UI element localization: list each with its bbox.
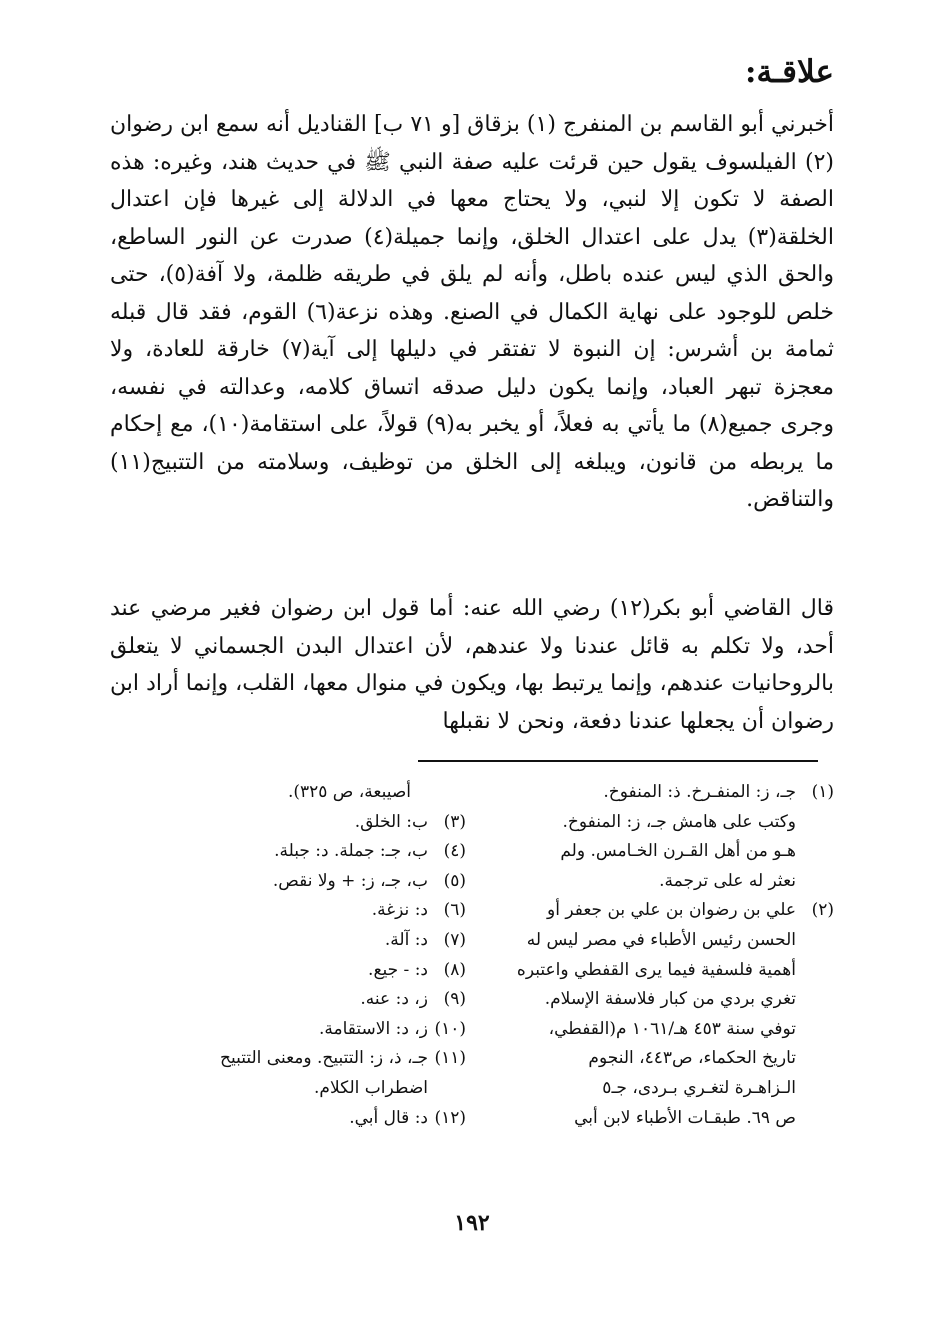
footnote-number: (٨): [443, 959, 466, 980]
footnote-text: د: آلة.: [384, 929, 428, 950]
footnote-text: د: - جيع.: [368, 959, 428, 980]
footnote-text: أهمية فلسفية فيما يرى القفطي واعتبره: [516, 959, 796, 980]
footnote-number: (١٢): [434, 1107, 466, 1128]
footnote-item: [121, 837, 466, 867]
page-number: ١٩٢: [454, 1210, 490, 1236]
footnote-text: د: قال أبي.: [349, 1107, 428, 1128]
footnote-number: (٦): [443, 900, 466, 921]
footnote-text: اضطراب الكلام.: [314, 1077, 428, 1098]
footnote-item: [121, 896, 466, 926]
footnote-item: [121, 1104, 466, 1134]
footnote-text: الحسن رئيس الأطباء في مصر ليس له: [526, 929, 796, 950]
footnote-text: جـ، ذ، ز: التتبيح. ومعنى التتبيح: [219, 1048, 428, 1069]
footnote-text: ص ٦٩. طبقـات الأطباء لابن أبي: [574, 1107, 796, 1128]
footnote-text: هـو من أهل القـرن الخـامس. ولم: [560, 841, 796, 862]
paragraph-text: أخبرني أبو القاسم بن المنفرج (١) بزقاق [و ٧١ ب] القناديل أنه سمع ابن رضوان (٢) الفيلسوف يقول حين قرئت عليه صفة النبي ﷺ في حديث هند، وغيره: هذه الصفة لا تكون إلا لنبي، ولا يحتاج معها في الدلالة إلى غيرها فإن اعتدال الخلقة(٣) يدل على اعتدال الخلق، وإنما جميلة(٤) صدرت عن النور الساطع، والحق الذي ليس عنده باطل، وأنه لم يلق في طريقه ظلمة، ولا آفة(٥)، حتى خلص للوجود على نهاية الكمال في الصنع. وهذه نزعة(٦) القوم، فقد قال قبله ثمامة بن أشرس: إن النبوة لا تفتقر في دليلها إلى آية(٧) خارقة للعادة، ولا معجزة تبهر العباد، وإنما يكون دليل صدقه اتساق كلامه، وعدالته في نفسه، وجرى جميع(٨) ما يأتي به فعلاً، أو يخبر به(٩) قولاً، على استقامة(١٠)، مع إحكام ما يربطه من قانون، ويبلغه إلى الخلق من توظيف، وسلامته من التتبيج(١١) والتناقض.: [110, 112, 834, 512]
footnote-text: د: نزغة.: [371, 900, 428, 921]
footnote-text: وكتب على هامش جـ، ز: المنفوخ.: [562, 811, 796, 832]
footnote-item: [121, 926, 466, 956]
footnote-number: (١٠): [434, 1018, 466, 1039]
footnote-item: [489, 778, 834, 896]
footnote-text: الـزاهـرة لتغـري بـردى، جـ٥: [602, 1077, 796, 1098]
footnote-item: [489, 896, 834, 1133]
footnote-text: ز، د: عنه.: [360, 989, 428, 1010]
footnote-number: (٩): [443, 989, 466, 1010]
footnote-text: ب: الخلق.: [354, 811, 428, 832]
footnote-item: [121, 867, 466, 897]
footnote-text: ب، جـ: جملة. د: جبلة.: [274, 841, 428, 862]
footnote-text: ز، د: الاستقامة.: [319, 1018, 428, 1039]
footnote-text: توفي سنة ٤٥٣ هـ/١٠٦١ م(القفطي،: [548, 1018, 796, 1039]
footnote-number: (٤): [443, 841, 466, 862]
footnote-item: [121, 1044, 466, 1103]
footnote-number: (٧): [443, 929, 466, 950]
main-paragraph-1: [110, 106, 834, 519]
footnote-text: نعثر له على ترجمة.: [659, 870, 796, 891]
footnote-divider: [418, 760, 818, 762]
footnote-item: [121, 956, 466, 986]
footnote-continuation: أصيبعة، ص ٣٢٥).: [287, 782, 411, 802]
footnote-text: تاريخ الحكماء، ص٤٤٣، النجوم: [588, 1048, 796, 1069]
footnote-text: ب، جـ، ز: + ولا نقص.: [272, 870, 428, 891]
footnotes-left-column: [121, 778, 466, 1133]
footnote-number: (٢): [811, 900, 834, 921]
footnote-number: (١): [811, 782, 834, 802]
footnote-text: علي بن رضوان بن علي بن جعفر أو: [547, 900, 796, 921]
footnote-number: (٣): [443, 811, 466, 832]
footnote-number: (٥): [443, 870, 466, 891]
footnote-item: [121, 1015, 466, 1045]
main-paragraph-2: [110, 590, 834, 740]
footnote-item: [121, 985, 466, 1015]
paragraph-text: قال القاضي أبو بكر(١٢) رضي الله عنه: أما قول ابن رضوان فغير مرضي عند أحد، ولا تكلم به قائل عندنا ولا عندهم، لأن اعتدال البدن الجسماني لا يتعلق بالروحانيات عندهم، وإنما يرتبط بها، ويكون في منوال معها، القلب، وإنما أراد ابن رضوان أن يجعلها عندنا دفعة، ونحن لا نقبلها: [110, 596, 834, 734]
footnote-number: (١١): [434, 1048, 466, 1069]
footnote-text: تغري بردي من كبار فلاسفة الإسلام.: [544, 989, 796, 1010]
footnotes-right-column: [489, 778, 834, 1133]
footnote-text: جـ، ز: المنفـرخ. ذ: المنفوخ.: [603, 782, 796, 802]
section-heading: علاقـة:: [745, 54, 834, 90]
footnote-item: [121, 808, 466, 838]
